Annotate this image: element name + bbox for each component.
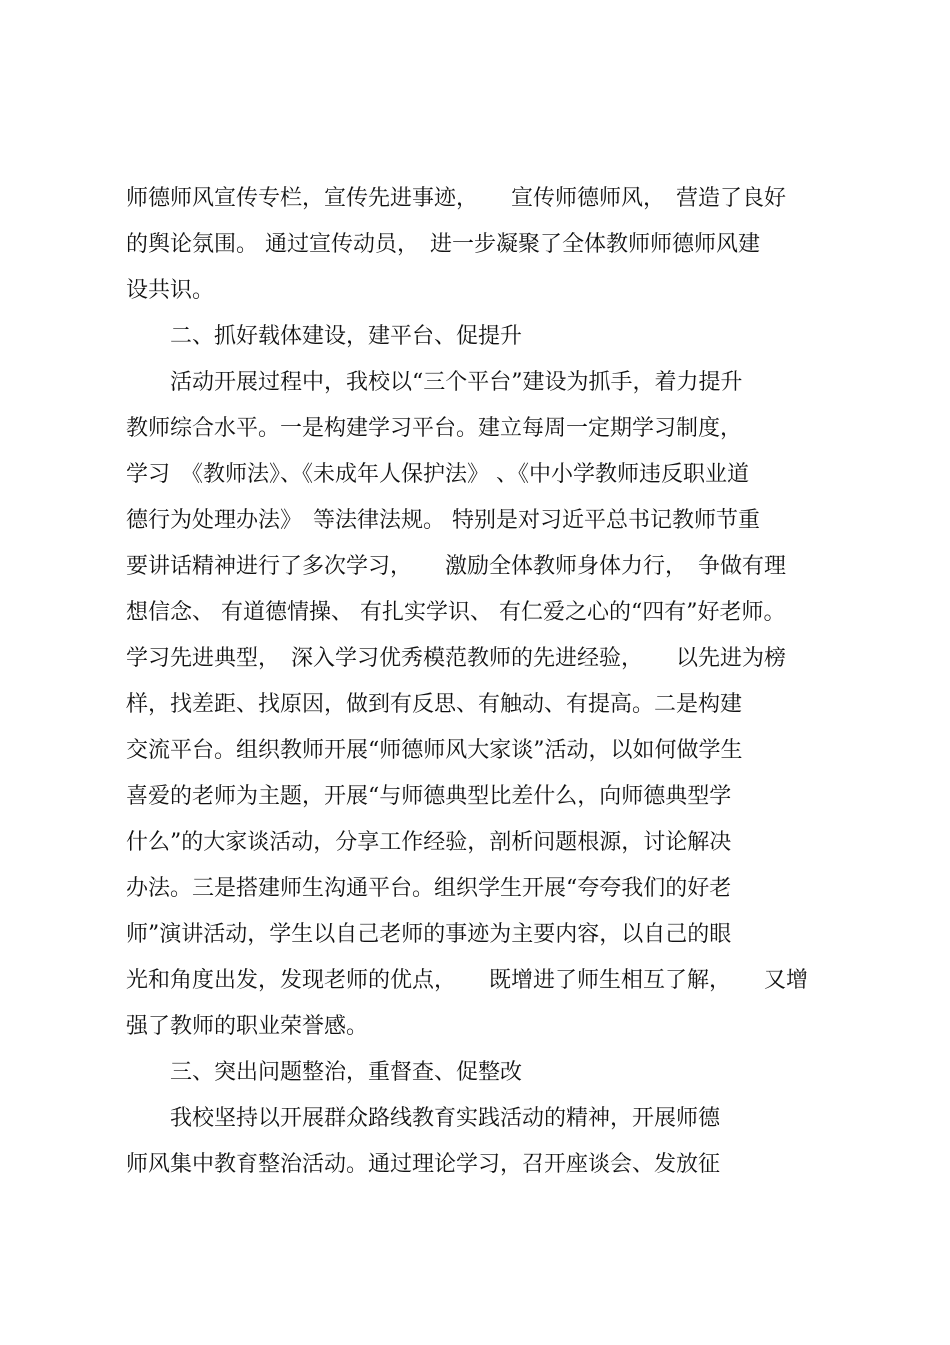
text-line: 教师综合水平。一是构建学习平台。建立每周一定期学习制度， xyxy=(126,416,743,441)
text-line: 设共识。 xyxy=(126,278,215,303)
text-line: 光和角度出发，发现老师的优点， 既增进了师生相互了解， 又增 xyxy=(126,968,809,993)
text-line: 办法。三是搭建师生沟通平台。组织学生开展“夸夸我们的好老 xyxy=(126,876,732,901)
text-line: 要讲话精神进行了多次学习， 激励全体教师身体力行， 争做有理 xyxy=(126,554,787,579)
text-line: 我校坚持以开展群众路线教育实践活动的精神，开展师德 xyxy=(126,1106,721,1131)
text-line: 活动开展过程中，我校以“三个平台”建设为抓手，着力提升 xyxy=(126,370,743,395)
text-line: 交流平台。组织教师开展“师德师风大家谈”活动，以如何做学生 xyxy=(126,738,743,763)
text-line: 想信念、 有道德情操、 有扎实学识、 有仁爱之心的“四有”好老师。 xyxy=(126,600,786,625)
text-line: 什么”的大家谈活动，分享工作经验，剖析问题根源，讨论解决 xyxy=(126,830,732,855)
section-heading: 二、抓好载体建设，建平台、促提升 xyxy=(126,324,523,349)
section-heading: 三、突出问题整治，重督查、促整改 xyxy=(126,1060,523,1085)
text-line: 学习先进典型， 深入学习优秀模范教师的先进经验， 以先进为榜 xyxy=(126,646,787,671)
text-line: 德行为处理办法》 等法律法规。 特别是对习近平总书记教师节重 xyxy=(126,508,760,533)
text-line: 的舆论氛围。 通过宣传动员， 进一步凝聚了全体教师师德师风建 xyxy=(126,232,760,257)
text-line: 喜爱的老师为主题，开展“与师德典型比差什么，向师德典型学 xyxy=(126,784,732,809)
text-line: 师风集中教育整治活动。通过理论学习，召开座谈会、发放征 xyxy=(126,1152,721,1177)
text-line: 师”演讲活动，学生以自己老师的事迹为主要内容，以自己的眼 xyxy=(126,922,732,947)
text-line: 学习 《教师法》、《未成年人保护法》 、《中小学教师违反职业道 xyxy=(126,462,749,487)
text-line: 强了教师的职业荣誉感。 xyxy=(126,1014,369,1039)
text-line: 师德师风宣传专栏，宣传先进事迹， 宣传师德师风， 营造了良好 xyxy=(126,186,787,211)
text-line: 样，找差距、找原因，做到有反思、有触动、有提高。二是构建 xyxy=(126,692,743,717)
